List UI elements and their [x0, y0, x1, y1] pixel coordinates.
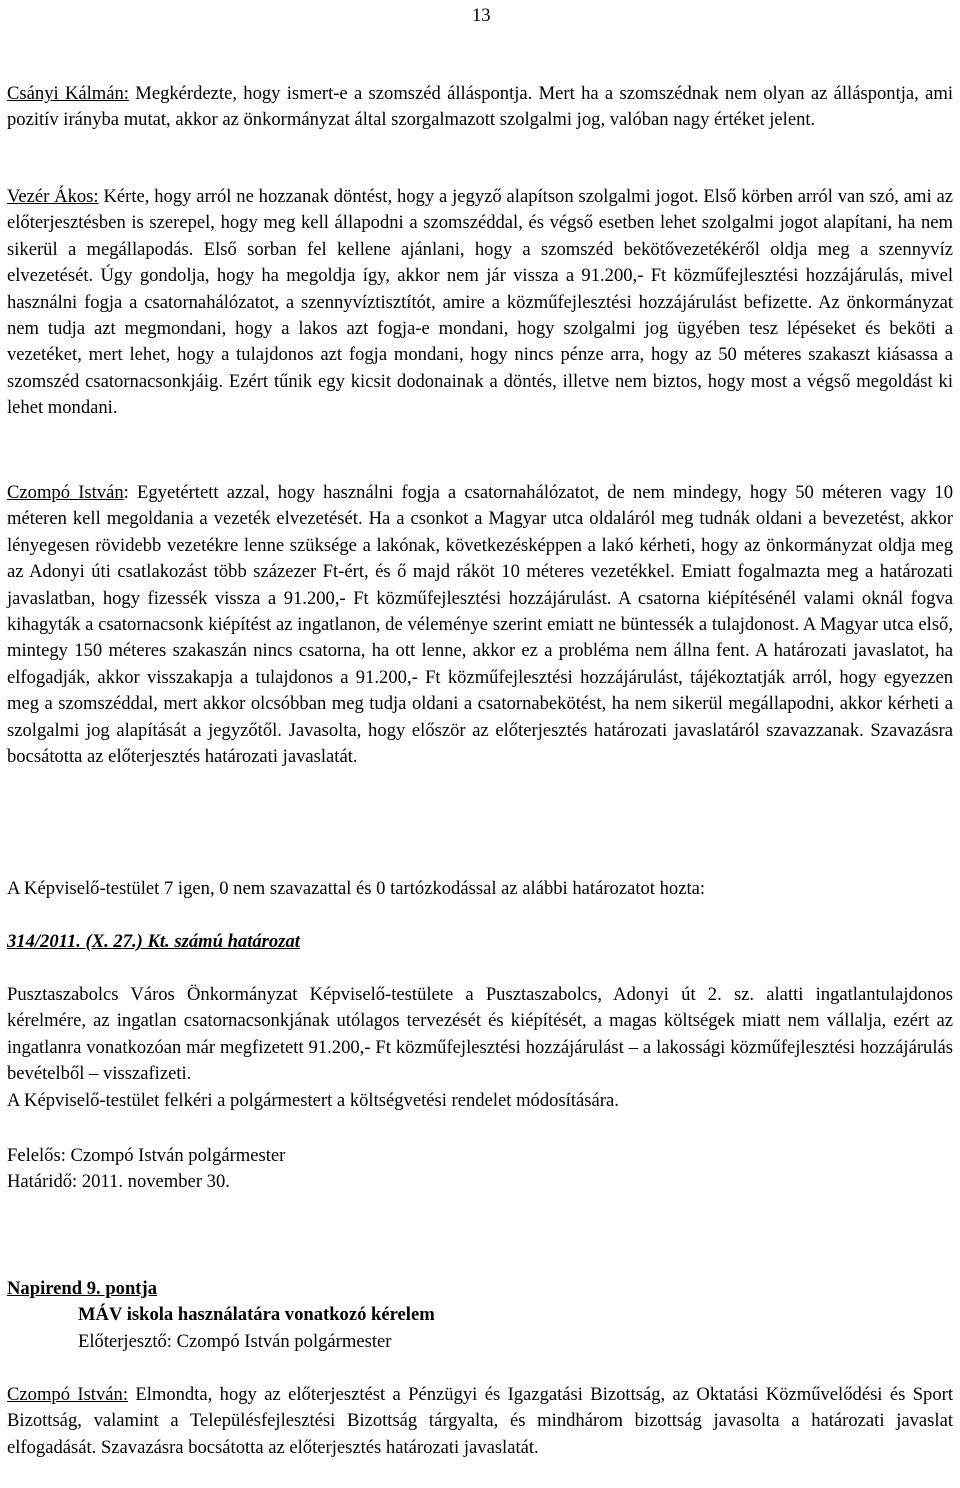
speaker-name: Csányi Kálmán: — [7, 83, 129, 104]
resolution-text — [7, 982, 953, 1114]
paragraph-text: Megkérdezte, hogy ismert-e a szomszéd álláspontja. Mert ha a szomszédnak nem olyan az álláspontja, ami pozitív irányba mutat, akkor az önkormányzat által szorgalmazott szolgalmi jog, valóban nagy értéket jelent. — [7, 83, 954, 131]
paragraph-czompo — [7, 480, 953, 770]
paragraph-text: : Egyetértett azzal, hogy használni fogja a csatornahálózatot, de nem mindegy, hogy 50 méteren vagy 10 méteren kell megoldania a vezeték elvezetését. Ha a csonkot a Magyar utca oldaláról meg tudnák oldani a bevezetést, akkor lényegesen rövidebb vezetékre lenne szüksége a lakónak, következésképpen a lakó kérheti, hogy az önkormányzat oldja meg az Adonyi úti csatlakozást több százezer Ft-ért, és ő majd ráköt 10 méteres vezetékkel. Emiatt fogalmazta meg a határozati javaslatban, hogy fizessék vissza a 91.200,- Ft közműfejlesztési hozzájárulást. A csatorna kiépítésénél valami oknál fogva kihagyták a csatornacsonk kiépítést az ingatlanon, de véleménye szerint emiatt ne büntessék a tulajdonost. A Magyar utca első, mintegy 150 méteres szakaszán nincs csatorna, ha ott lenne, akkor ez a probléma nem állna fent. A határozati javaslatot, ha elfogadják, akkor visszakapja a tulajdonos a 91.200,- Ft közműfejlesztési hozzájárulást, tájékoztatják arról, hogy egyezzen meg a szomszéddal, mert akkor olcsóbban meg tudja oldani a csatornabekötést, ha nem sikerül megállapodni, akkor kérheti a szolgalmi jog alapítását a jegyzőtől. Javasolta, hogy először az előterjesztés határozati javaslatáról szavazzanak. Szavazásra bocsátotta az előterjesztés határozati javaslatát. — [7, 482, 953, 768]
paragraph-text: Elmondta, hogy az előterjesztést a Pénzügyi és Igazgatási Bizottság, az Oktatási Közművelődési és Sport Bizottság, valamint a Településfejlesztési Bizottság tárgyalta, és mindhárom bizottság javasolta a határozati javaslat elfogadását. Szavazásra bocsátotta az előterjesztés határozati javaslatát. — [7, 1384, 953, 1458]
deadline: Határidő: 2011. november 30. — [7, 1171, 230, 1193]
paragraph-csanyi — [7, 81, 953, 134]
resolution-request: A Képviselő-testület felkéri a polgármestert a költségvetési rendelet módosítására. — [7, 1089, 619, 1111]
agenda-heading: Napirend 9. pontja — [7, 1278, 157, 1299]
page-number: 13 — [472, 5, 491, 26]
speaker-name: Czompó István — [7, 482, 124, 503]
paragraph-czompo-agenda — [7, 1382, 953, 1461]
resolution-number — [7, 929, 300, 955]
resolution-responsibility — [7, 1143, 285, 1196]
speaker-name: Vezér Ákos: — [7, 186, 99, 207]
paragraph-vezer — [7, 184, 953, 422]
agenda-title: MÁV iskola használatára vonatkozó kérelem — [78, 1304, 435, 1326]
agenda-item — [7, 1276, 435, 1355]
vote-result: A Képviselő-testület 7 igen, 0 nem szavazattal és 0 tartózkodással az alábbi határozatot hozta: — [7, 878, 706, 899]
responsible-person: Felelős: Czompó István polgármester — [7, 1145, 286, 1166]
paragraph-text: Kérte, hogy arról ne hozzanak döntést, hogy a jegyző alapítson szolgalmi jogot. Első körben arról van szó, ami az előterjesztésben is szerepel, hogy meg kell állapodni a szomszéddal, és végső esetben lehet szolgalmi jogot alapítani, ha nem sikerül a megállapodás. Első sorban fel kellene ajánlani, hogy a szomszéd bekötővezetékéről oldja meg a szennyvíz elvezetését. Úgy gondolja, hogy ha megoldja így, akkor nem jár vissza a 91.200,- Ft közműfejlesztési hozzájárulás, mivel használni fogja a csatornahálózatot, a szennyvíztisztítót, amire a közműfejlesztési hozzájárulást befizette. Az önkormányzat nem tudja azt megmondani, hogy a lakos azt fogja-e mondani, hogy szolgalmi jog ügyében tesz lépéseket és beköti a vezetéket, mert lehet, hogy a tulajdonos azt fogja mondani, hogy nincs pénze arra, hogy az 50 méteres szakaszt kiásassa a szomszéd csatornacsonkjáig. Ezért tűnik egy kicsit dodonainak a döntés, illetve nem biztos, hogy most a végső megoldást ki lehet mondani. — [7, 186, 953, 419]
resolution-heading: 314/2011. (X. 27.) Kt. számú határozat — [7, 931, 300, 952]
agenda-presenter: Előterjesztő: Czompó István polgármester — [78, 1330, 392, 1352]
resolution-body: Pusztaszabolcs Város Önkormányzat Képviselő-testülete a Pusztaszabolcs, Adonyi út 2. sz. alatti ingatlantulajdonos kérelmére, az ingatlan csatornacsonkjának utólagos tervezését és kiépítését, a magas költségek miatt nem vállalja, ezért az ingatlanra vonatkozóan már megfizetett 91.200,- Ft közműfejlesztési hozzájárulást – a lakossági közműfejlesztési hozzájárulás bevételből – visszafizeti. — [7, 984, 953, 1085]
speaker-name: Czompó István: — [7, 1384, 128, 1405]
